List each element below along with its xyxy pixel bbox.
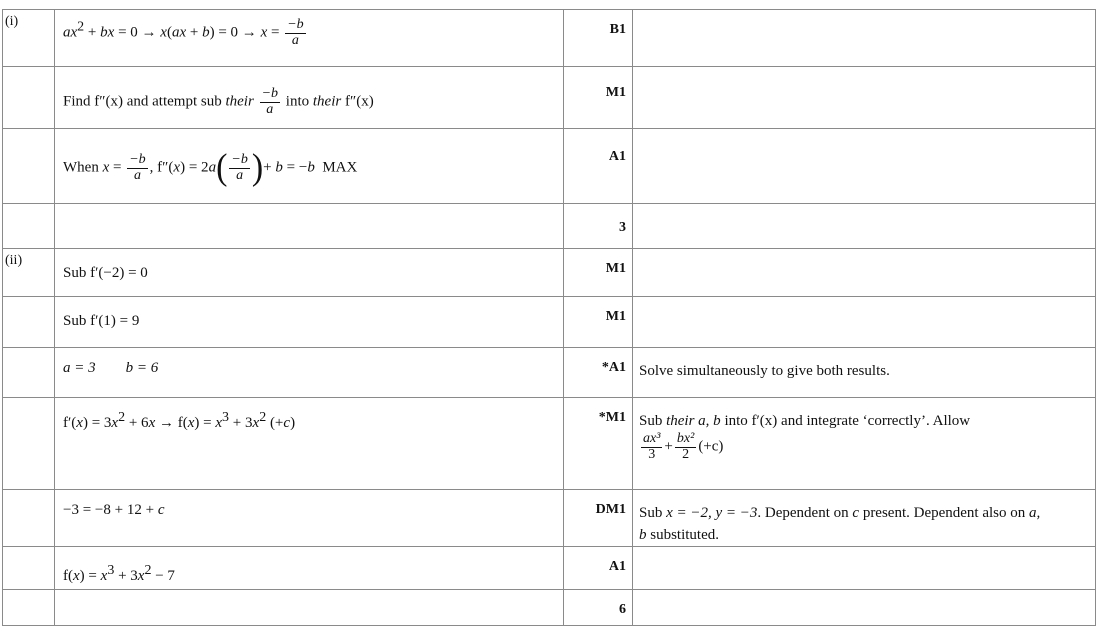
note-text: Sub (639, 413, 663, 429)
working-cell (55, 348, 564, 398)
note-cell (633, 249, 1096, 297)
part-label (3, 398, 55, 490)
table-row (3, 297, 1096, 348)
table-row (3, 348, 1096, 398)
mark-cell: B1 (564, 10, 633, 67)
part-label (3, 67, 55, 129)
working-cell: When x = $\frac{-b}{a}$ , f″(x) = 2a( $\frac{-b}{a}$ )+ b = −b MAX (55, 129, 564, 204)
mark-cell: M1 (564, 297, 633, 348)
part-label: (ii) (3, 249, 55, 297)
part-label (3, 129, 55, 204)
note-cell (633, 204, 1096, 249)
note-cell (633, 590, 1096, 626)
note-text: Sub (639, 505, 663, 521)
working-cell: $f'(x) = 3x^2 + 6x \to f(x) = x^3 + 3x^2$ (+c) (55, 398, 564, 490)
table-row (3, 67, 1096, 129)
working-text: b = 6 (125, 360, 159, 376)
mark-cell: *A1 (564, 348, 633, 398)
working-text: their (312, 93, 342, 110)
note-text: c (852, 505, 860, 521)
note-text: present. Dependent also on (862, 505, 1026, 521)
part-label (3, 490, 55, 547)
note-text: . Dependent on (757, 505, 849, 521)
table-row (3, 590, 1096, 626)
fraction: $\frac{\text{ax³}}{3}$ (643, 431, 661, 462)
table-row (3, 204, 1096, 249)
fraction: $\frac{-b}{a}$ (129, 151, 146, 183)
mark-cell: M1 (564, 67, 633, 129)
working-text: into (285, 93, 310, 110)
table-row (3, 249, 1096, 297)
table-row (3, 129, 1096, 204)
working-cell: Sub f′(1) = 9 (55, 297, 564, 348)
table-row (3, 490, 1096, 547)
mark-cell: M1 (564, 249, 633, 297)
note-cell (633, 547, 1096, 590)
note-text: a, (1029, 505, 1041, 521)
table-row (3, 547, 1096, 590)
note-text: b (639, 527, 647, 543)
note-cell (633, 129, 1096, 204)
note-cell (633, 398, 1096, 490)
table-row (3, 10, 1096, 67)
table-row (3, 398, 1096, 490)
working-text: When (63, 159, 99, 176)
working-cell: $ax^2$ + bx = 0 → x(ax + b) = 0 → x = $\frac{-b}{a}$ (55, 10, 564, 67)
working-text: Find f″(x) and attempt sub (63, 93, 222, 110)
mark-cell: DM1 (564, 490, 633, 547)
working-cell (55, 204, 564, 249)
part-label (3, 297, 55, 348)
working-cell: −3 = −8 + 12 + c (55, 490, 564, 547)
note-text: their a, b (666, 413, 721, 429)
working-cell: Sub f′(−2) = 0 (55, 249, 564, 297)
note-cell (633, 490, 1096, 547)
part-label (3, 590, 55, 626)
working-text: their (225, 93, 254, 110)
mark-cell: 6 (564, 590, 633, 626)
working-cell (55, 590, 564, 626)
fraction: $\frac{-b}{a}$ (231, 151, 248, 183)
working-cell: $f(x) = x^3 + 3x^2 - 7$ (55, 547, 564, 590)
part-label: (i) (3, 10, 55, 67)
working-text: a = 3 (63, 360, 96, 376)
part-label (3, 348, 55, 398)
note-cell: Solve simultaneously to give both results. (633, 348, 1096, 398)
mark-cell: 3 (564, 204, 633, 249)
mark-scheme-table (2, 9, 1096, 626)
working-cell (55, 67, 564, 129)
fraction: $\frac{\text{bx²}}{2}$ (676, 431, 695, 462)
note-text: (+c) (698, 438, 724, 455)
note-text: + (664, 438, 673, 455)
note-text: substituted. (650, 527, 720, 543)
note-text: x = −2, y = −3 (666, 505, 758, 521)
part-label (3, 547, 55, 590)
working-text: f″(x) (344, 93, 374, 110)
note-cell (633, 10, 1096, 67)
part-label (3, 204, 55, 249)
note-text: into f′(x) and integrate ‘correctly’. Allow (724, 413, 971, 429)
mark-cell: A1 (564, 547, 633, 590)
note-cell (633, 67, 1096, 129)
note-cell (633, 297, 1096, 348)
mark-cell: *M1 (564, 398, 633, 490)
mark-cell: A1 (564, 129, 633, 204)
fraction: $\frac{-b}{a}$ (261, 86, 279, 117)
fraction: $\frac{-b}{a}$ (287, 17, 304, 48)
